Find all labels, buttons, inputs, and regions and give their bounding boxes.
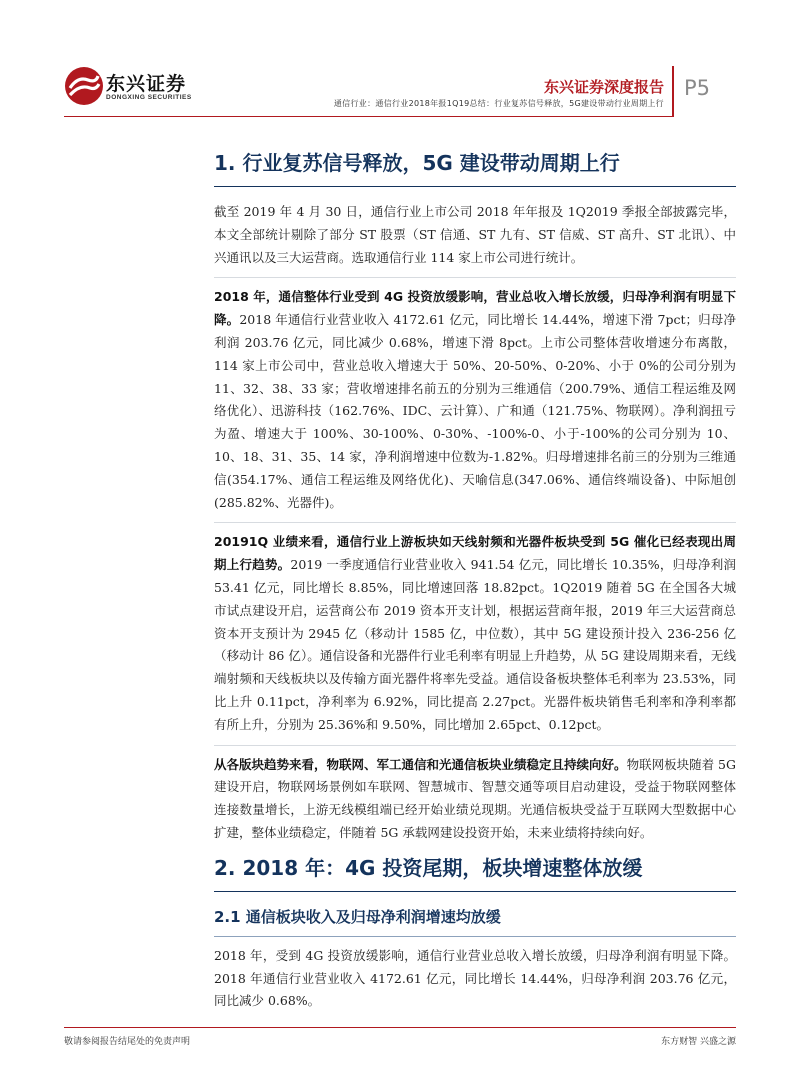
section-1-paragraph-3 [214, 531, 736, 736]
section-2-title: 2. 2018 年：4G 投资尾期，板块增速整体放缓 [214, 855, 643, 880]
report-title: 东兴证券深度报告 [543, 78, 664, 96]
paragraph-separator [214, 277, 736, 278]
paragraph-2-body: 2018 年通信行业营业收入 4172.61 亿元，同比增长 14.44%，增速下滑 7pct；归母净利润 203.76 亿元，同比减少 0.68%，增速下滑 8pct。上市公司整体营收增速分布离散，114 家上市公司中，营业总收入增速大于 50%、20-50%、0-20%、小于 0%的公司分别为 11、32、38、33 家；营收增速排名前五的分别为三维通信（200.79%、通信工程运维及网络优化）、迅游科技（162.76%、IDC、云计算）、广和通（121.75%、物联网）。净利润扭亏为盈、增速大于 100%、30-100%、0-30%、-100%-0、小于-100%的公司分别为 10、10、18、31、35、14 家，净利润增速中位数为-1.82%。归母增速排名前三的分别为三维通信(354.17%、通信工程运维及网络优化)、天喻信息(347.06%、通信终端设备)、中际旭创(285.82%、光器件)。 [214, 312, 736, 510]
report-subtitle: 通信行业：通信行业2018年报1Q19总结：行业复苏信号释放，5G建设带动行业周期上行 [333, 99, 664, 108]
section-1-paragraph-1: 截至 2019 年 4 月 30 日，通信行业上市公司 2018 年年报及 1Q2019 季报全部披露完毕，本文全部统计剔除了部分 ST 股票（ST 信通、ST 九有、ST 信威、ST 高升、ST 北讯）、中兴通讯以及三大运营商。选取通信行业 114 家上市公司进行统计。 [214, 204, 736, 265]
paragraph-3-body: 2019 一季度通信行业营业收入 941.54 亿元，同比增长 10.35%，归母净利润 53.41 亿元，同比增长 8.85%，同比增速回落 18.82pct。1Q2019 随着 5G 在全国各大城市试点建设开启，运营商公布 2019 资本开支计划，根据运营商年报，2019 年三大运营商总资本开支预计为 2945 亿（移动计 1585 亿，中位数），其中 5G 建设预计投入 236-256 亿（移动计 86 亿）。通信设备和光器件行业毛利率有明显上升趋势，从 5G 建设周期来看，无线端射频和天线板块以及传输方面光器件将率先受益。通信设备板块整体毛利率为 23.53%，同比上升 0.11pct，净利率为 6.92%，同比提高 2.27pct。光器件板块销售毛利率和净利率都有所上升，分别为 25.36%和 9.50%，同比增加 2.65pct、0.12pct。 [214, 557, 736, 732]
header-divider [672, 66, 674, 116]
main-content [214, 148, 736, 1021]
dongxing-logo-icon [64, 66, 104, 106]
subsection-2-1-rule [214, 936, 736, 937]
section-1-paragraph-4 [214, 754, 736, 845]
paragraph-separator [214, 522, 736, 523]
company-logo [64, 66, 200, 106]
page-header [0, 0, 800, 120]
logo-text: 东兴证券 [106, 73, 187, 95]
section-2-rule [214, 891, 736, 892]
paragraph-separator [214, 745, 736, 746]
section-1-title: 1. 行业复苏信号释放，5G 建设带动周期上行 [214, 151, 620, 175]
logo-subtext: DONGXING SECURITIES [106, 94, 192, 101]
paragraph-4-lead: 从各版块趋势来看，物联网、军工通信和光通信板块业绩稳定且持续向好。 [214, 756, 627, 772]
subsection-2-1-title: 2.1 通信板块收入及归母净利润增速均放缓 [214, 907, 501, 926]
section-1-paragraph-2 [214, 286, 736, 514]
footer-slogan: 东方财智 兴盛之源 [661, 1037, 736, 1047]
paragraph-2-lead: 2018 年，通信整体行业受到 4G 投资放缓影响，营业总收入增长放缓，归母净利润有明显下降。 [214, 289, 736, 328]
section-2-paragraph-1: 2018 年，受到 4G 投资放缓影响，通信行业营业总收入增长放缓，归母净利润有明显下降。2018 年通信行业营业收入 4172.61 亿元，同比增长 14.44%，归母净利润 203.76 亿元，同比减少 0.68%。 [214, 947, 736, 1009]
footer-rule [64, 1027, 736, 1028]
page-number: P5 [684, 76, 711, 100]
header-rule [64, 116, 674, 117]
paragraph-3-lead: 20191Q 业绩来看，通信行业上游板块如天线射频和光器件板块受到 5G 催化已经表现出周期上行趋势。 [214, 534, 736, 573]
footer-disclaimer: 敬请参阅报告结尾处的免责声明 [64, 1037, 191, 1047]
section-1-rule [214, 186, 736, 187]
paragraph-4-body: 物联网板块随着 5G 建设开启，物联网场景例如车联网、智慧城市、智慧交通等项目启动建设，受益于物联网整体连接数量增长，上游无线模组端已经开始业绩兑现期。光通信板块受益于互联网大型数据中心扩建，整体业绩稳定，伴随着 5G 承载网建设投资开始，未来业绩将持续向好。 [214, 756, 736, 840]
